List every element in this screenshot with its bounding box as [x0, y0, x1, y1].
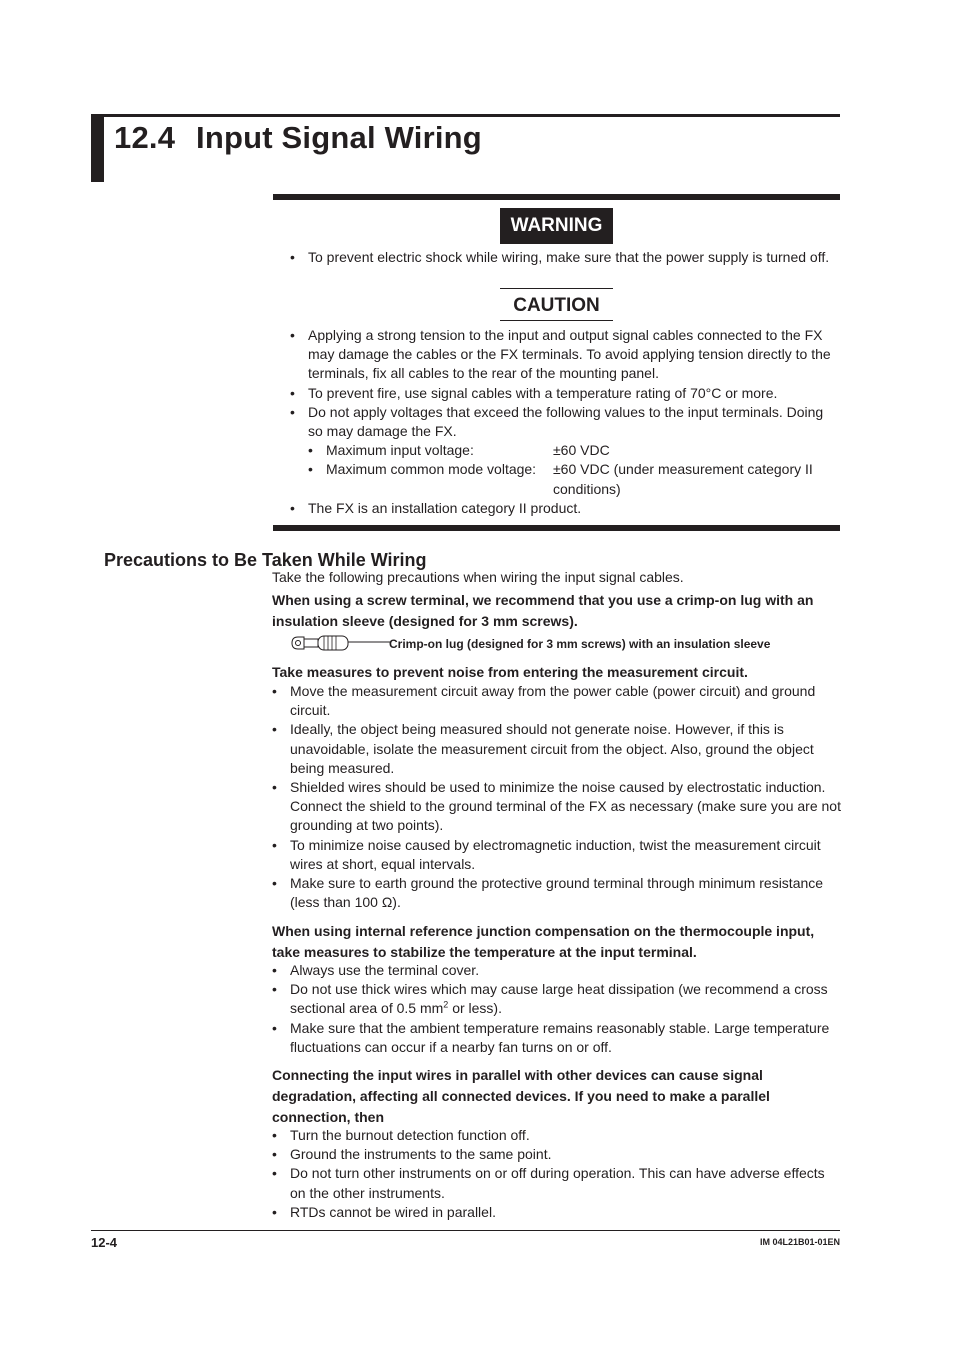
- rjc-item-text-end: or less).: [448, 1000, 502, 1017]
- rjc-heading: When using internal reference junction compensation on the thermocouple input, take measures to stabilize the temperature at the input terminal.: [272, 923, 815, 960]
- section-heading: Precautions to Be Taken While Wiring: [104, 550, 427, 570]
- voltage-limit-row: [308, 460, 840, 498]
- caution-label: CAUTION: [500, 288, 613, 321]
- crimp-lug-icon: [290, 633, 390, 653]
- rjc-item: [272, 980, 842, 1018]
- voltage-limits-list: [308, 441, 840, 499]
- caution-item-text: Do not apply voltages that exceed the following values to the input terminals. Doing so may damage the FX.: [308, 403, 824, 440]
- parallel-item: • RTDs cannot be wired in parallel.: [272, 1203, 842, 1222]
- noise-item: • Ideally, the object being measured should not generate noise. However, if this is unavoidable, isolate the measurement circuit from the object. Also, ground the object being measured.: [272, 720, 842, 778]
- caution-list: [290, 326, 840, 518]
- warning-box-top-rule: [273, 194, 840, 200]
- rjc-list: [272, 961, 842, 1057]
- page-title: [114, 120, 482, 156]
- rjc-item: • Make sure that the ambient temperature remains reasonably stable. Large temperature fluctuations can occur if a nearby fan turns on or off.: [272, 1019, 842, 1057]
- parallel-item: • Do not turn other instruments on or off during operation. This can have adverse effects on the other instruments.: [272, 1164, 842, 1202]
- warning-item: • To prevent electric shock while wiring, make sure that the power supply is turned off.: [290, 248, 840, 267]
- title-side-bar: [91, 114, 104, 182]
- noise-item: • Move the measurement circuit away from the power cable (power circuit) and ground circuit.: [272, 682, 842, 720]
- limit-label: • Maximum common mode voltage:: [326, 461, 537, 478]
- rjc-item: • Always use the terminal cover.: [272, 961, 842, 980]
- parallel-item: • Ground the instruments to the same point.: [272, 1145, 842, 1164]
- page-number: 12-4: [91, 1235, 118, 1250]
- section-number: 12.4: [114, 120, 176, 155]
- noise-item: • To minimize noise caused by electromagnetic induction, twist the measurement circuit wires at short, equal intervals.: [272, 836, 842, 874]
- title-rule: [104, 114, 840, 117]
- rjc-item-text: Do not use thick wires which may cause large heat dissipation (we recommend a cross sectional area of 0.5 mm: [290, 981, 828, 1017]
- section-title: Input Signal Wiring: [196, 120, 482, 155]
- limit-label: • Maximum input voltage:: [326, 442, 474, 459]
- warning-label: WARNING: [500, 208, 613, 244]
- caution-item: [290, 403, 840, 499]
- caution-item: • The FX is an installation category II product.: [290, 499, 840, 518]
- limit-value: ±60 VDC (under measurement category II conditions): [553, 461, 813, 497]
- caution-item: • Applying a strong tension to the input and output signal cables connected to the FX may damage the cables or the FX terminals. To avoid applying tension directly to the terminals, fix all cables to the rear of the mounting panel.: [290, 326, 840, 384]
- intro-text: Take the following precautions when wiring the input signal cables.: [272, 569, 684, 585]
- document-id: IM 04L21B01-01EN: [759, 1237, 840, 1247]
- noise-item: • Make sure to earth ground the protective ground terminal through minimum resistance (less than 100 Ω).: [272, 874, 842, 912]
- parallel-item: • Turn the burnout detection function off.: [272, 1126, 842, 1145]
- parallel-heading: Connecting the input wires in parallel with other devices can cause signal degradation, affecting all connected devices. If you need to make a parallel connection, then: [272, 1067, 770, 1125]
- voltage-limit-row: [308, 441, 840, 460]
- limit-value: ±60 VDC: [553, 442, 610, 459]
- noise-list: [272, 682, 842, 912]
- caution-item: • To prevent fire, use signal cables with a temperature rating of 70°C or more.: [290, 384, 840, 403]
- warning-box-bottom-rule: [273, 525, 840, 531]
- noise-heading: Take measures to prevent noise from entering the measurement circuit.: [272, 664, 748, 680]
- warning-list: [290, 248, 840, 267]
- screw-terminal-note: When using a screw terminal, we recommend that you use a crimp-on lug with an insulation sleeve (designed for 3 mm screws).: [272, 592, 814, 629]
- parallel-list: [272, 1126, 842, 1222]
- lug-label: Crimp-on lug (designed for 3 mm screws) with an insulation sleeve: [389, 637, 771, 651]
- superscript: 2: [443, 999, 449, 1010]
- footer-rule: [91, 1230, 840, 1231]
- noise-item: • Shielded wires should be used to minimize the noise caused by electrostatic induction. Connect the shield to the ground terminal of the FX as necessary (make sure you are not grounding at two points).: [272, 778, 842, 836]
